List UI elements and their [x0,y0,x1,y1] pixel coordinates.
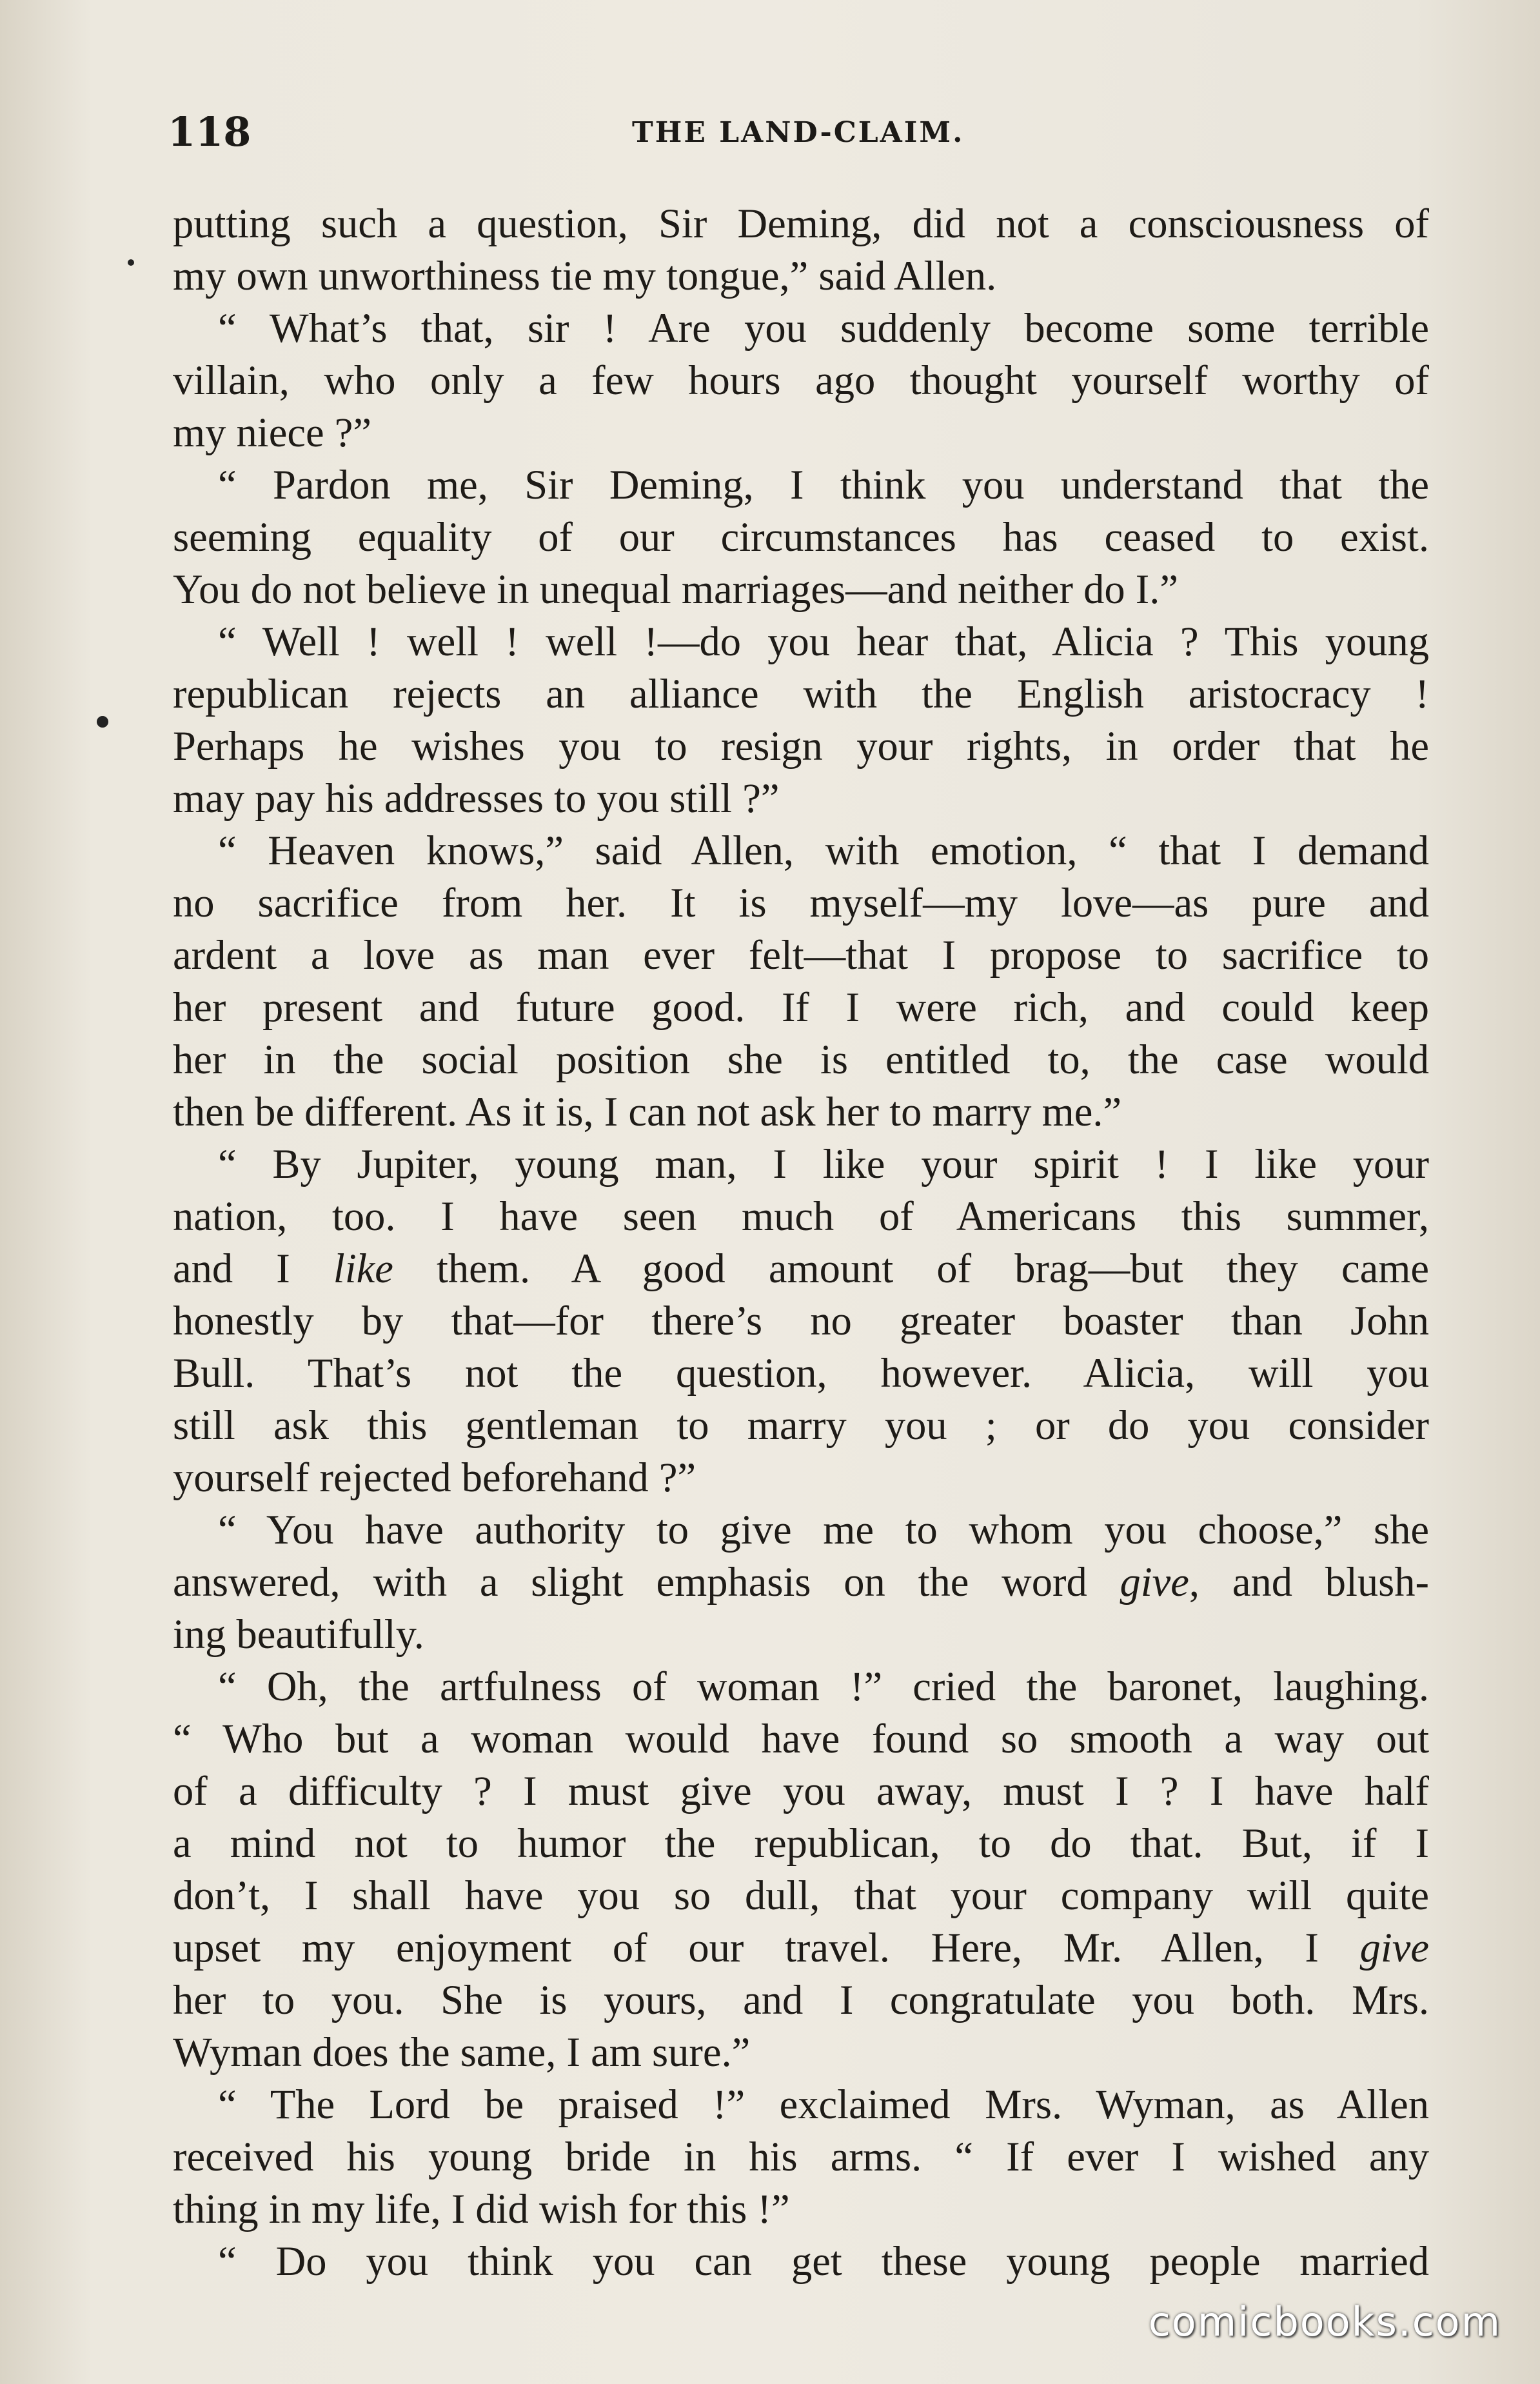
text-line: Wyman does the same, I am sure.” [173,2029,751,2075]
text-line: republican rejects an alliance with the English aristocracy ! [173,671,1429,717]
text-line: honestly by that—for there’s no greater boaster than John [173,1298,1429,1344]
text-line: upset my enjoyment of our travel. Here, Mr. Allen, I give [173,1925,1429,1971]
text-line: ing beautifully. [173,1611,424,1657]
text-line: Bull. That’s not the question, however. Alicia, will you [173,1350,1429,1396]
body-text [173,197,1429,2287]
text-line: “ By Jupiter, young man, I like your spirit ! I like your [218,1141,1429,1187]
text-line: may pay his addresses to you still ?” [173,775,780,821]
text-line: “ Pardon me, Sir Deming, I think you understand that the [218,462,1429,508]
text-line: her present and future good. If I were rich, and could keep [173,984,1429,1030]
text-line: still ask this gentleman to marry you ; or do you consider [173,1402,1429,1448]
running-head: THE LAND-CLAIM. [632,116,965,149]
text-line: “ What’s that, sir ! Are you suddenly become some terrible [218,305,1429,351]
text-line: a mind not to humor the republican, to do that. But, if I [173,1820,1429,1866]
text-line: answered, with a slight emphasis on the word give, and blush- [173,1559,1429,1605]
text-line: putting such a question, Sir Deming, did not a consciousness of [173,201,1429,246]
text-line: “ Do you think you can get these young people married [218,2238,1429,2284]
text-line: and I like them. A good amount of brag—but they came [173,1246,1429,1291]
text-line: her to you. She is yours, and I congratulate you both. Mrs. [173,1977,1429,2023]
text-line: don’t, I shall have you so dull, that your company will quite [173,1872,1429,1918]
text-line: Perhaps he wishes you to resign your rights, in order that he [173,723,1429,769]
text-line: “ Oh, the artfulness of woman !” cried the baronet, laughing. [218,1664,1429,1709]
text-line: “ Who but a woman would have found so smooth a way out [173,1716,1429,1762]
text-line: You do not believe in unequal marriages—and neither do I.” [173,566,1178,612]
text-line: “ You have authority to give me to whom you choose,” she [218,1507,1429,1553]
page-number: 118 [168,108,252,155]
text-line: nation, too. I have seen much of Americans this summer, [173,1193,1429,1239]
text-line: no sacrifice from her. It is myself—my love—as pure and [173,880,1429,926]
text-line: seeming equality of our circumstances has ceased to exist. [173,514,1429,560]
text-line: villain, who only a few hours ago thought yourself worthy of [173,357,1429,403]
text-line: of a difficulty ? I must give you away, must I ? I have half [173,1768,1429,1814]
text-line: “ Heaven knows,” said Allen, with emotion, “ that I demand [218,828,1429,873]
text-line: “ The Lord be praised !” exclaimed Mrs. Wyman, as Allen [218,2081,1429,2127]
ink-speck [97,716,108,728]
text-line: my niece ?” [173,410,371,455]
page-header [168,108,1432,166]
text-line: yourself rejected beforehand ?” [173,1455,696,1500]
text-line: received his young bride in his arms. “ If ever I wished any [173,2134,1429,2180]
text-line: thing in my life, I did wish for this !” [173,2186,790,2232]
watermark: comicbooks.com [1148,2298,1501,2345]
ink-speck [128,259,134,266]
text-line: “ Well ! well ! well !—do you hear that, Alicia ? This young [218,619,1429,664]
text-line: my own unworthiness tie my tongue,” said Allen. [173,253,997,299]
text-line: ardent a love as man ever felt—that I propose to sacrifice to [173,932,1429,978]
text-line: then be different. As it is, I can not ask her to marry me.” [173,1089,1122,1135]
text-line: her in the social position she is entitled to, the case would [173,1037,1429,1082]
